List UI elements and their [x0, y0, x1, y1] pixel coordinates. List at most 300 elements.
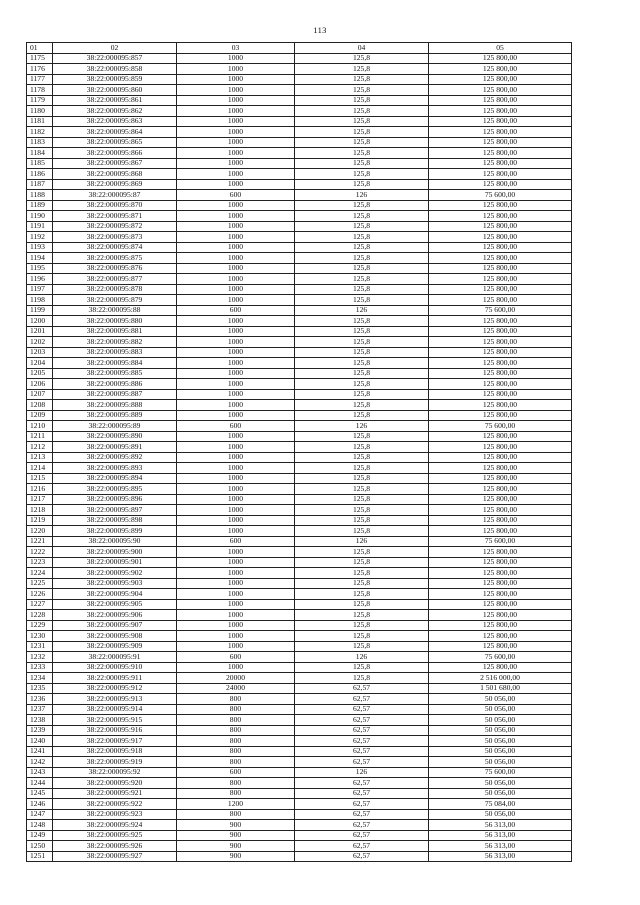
table-cell-col-04: 125,8: [295, 379, 429, 390]
table-cell-col-03: 1000: [177, 400, 295, 411]
table-cell-col-04: 126: [295, 190, 429, 201]
table-cell-col-02: 38:22:000095:858: [53, 64, 177, 75]
table-cell-col-05: 125 800,00: [429, 463, 572, 474]
table-cell-col-02: 38:22:000095:900: [53, 547, 177, 558]
table-cell-col-01: 1220: [27, 526, 53, 537]
table-cell-col-03: 800: [177, 757, 295, 768]
table-cell-col-01: 1217: [27, 494, 53, 505]
table-row: [27, 631, 572, 642]
table-row: [27, 557, 572, 568]
table-cell-col-01: 1249: [27, 830, 53, 841]
table-cell-col-04: 125,8: [295, 610, 429, 621]
table-cell-col-01: 1230: [27, 631, 53, 642]
table-cell-col-01: 1251: [27, 851, 53, 862]
table-cell-col-05: 50 056,00: [429, 788, 572, 799]
table-cell-col-03: 1000: [177, 347, 295, 358]
table-cell-col-02: 38:22:000095:924: [53, 820, 177, 831]
table-cell-col-02: 38:22:000095:899: [53, 526, 177, 537]
table-cell-col-03: 900: [177, 841, 295, 852]
table-row: [27, 599, 572, 610]
table-cell-col-01: 1238: [27, 715, 53, 726]
table-cell-col-04: 125,8: [295, 410, 429, 421]
table-cell-col-02: 38:22:000095:917: [53, 736, 177, 747]
table-cell-col-04: 125,8: [295, 431, 429, 442]
table-cell-col-03: 1000: [177, 337, 295, 348]
table-cell-col-02: 38:22:000095:891: [53, 442, 177, 453]
table-cell-col-03: 1000: [177, 295, 295, 306]
table-cell-col-02: 38:22:000095:894: [53, 473, 177, 484]
table-cell-col-03: 800: [177, 746, 295, 757]
table-cell-col-01: 1223: [27, 557, 53, 568]
table-cell-col-04: 125,8: [295, 127, 429, 138]
table-cell-col-04: 125,8: [295, 295, 429, 306]
table-cell-col-01: 1216: [27, 484, 53, 495]
table-cell-col-04: 62,57: [295, 799, 429, 810]
table-cell-col-01: 1212: [27, 442, 53, 453]
table-cell-col-04: 62,57: [295, 683, 429, 694]
table-cell-col-01: 1228: [27, 610, 53, 621]
table-cell-col-05: 75 600,00: [429, 536, 572, 547]
table-cell-col-04: 62,57: [295, 704, 429, 715]
table-row: [27, 116, 572, 127]
table-cell-col-01: 1211: [27, 431, 53, 442]
table-cell-col-04: 126: [295, 305, 429, 316]
table-cell-col-04: 125,8: [295, 662, 429, 673]
table-row: [27, 368, 572, 379]
table-cell-col-05: 125 800,00: [429, 347, 572, 358]
table-cell-col-05: 125 800,00: [429, 148, 572, 159]
table-row: [27, 610, 572, 621]
table-cell-col-05: 125 800,00: [429, 631, 572, 642]
table-row: [27, 431, 572, 442]
table-row: [27, 295, 572, 306]
table-cell-col-02: 38:22:000095:865: [53, 137, 177, 148]
table-cell-col-05: 125 800,00: [429, 158, 572, 169]
table-cell-col-05: 125 800,00: [429, 137, 572, 148]
table-row: [27, 505, 572, 516]
table-cell-col-02: 38:22:000095:860: [53, 85, 177, 96]
table-cell-col-03: 1000: [177, 274, 295, 285]
table-cell-col-04: 125,8: [295, 200, 429, 211]
table-row: [27, 736, 572, 747]
table-cell-col-03: 1000: [177, 232, 295, 243]
table-cell-col-03: 1000: [177, 484, 295, 495]
header-cell-02: 02: [53, 43, 177, 54]
table-cell-col-02: 38:22:000095:89: [53, 421, 177, 432]
header-cell-05: 05: [429, 43, 572, 54]
table-cell-col-01: 1194: [27, 253, 53, 264]
table-cell-col-02: 38:22:000095:864: [53, 127, 177, 138]
table-cell-col-04: 125,8: [295, 316, 429, 327]
table-cell-col-03: 1000: [177, 148, 295, 159]
table-row: [27, 64, 572, 75]
table-cell-col-03: 1000: [177, 442, 295, 453]
table-cell-col-04: 125,8: [295, 578, 429, 589]
table-cell-col-04: 62,57: [295, 778, 429, 789]
table-cell-col-03: 800: [177, 788, 295, 799]
table-cell-col-04: 125,8: [295, 64, 429, 75]
table-cell-col-02: 38:22:000095:870: [53, 200, 177, 211]
table-cell-col-01: 1213: [27, 452, 53, 463]
table-cell-col-03: 1000: [177, 158, 295, 169]
table-cell-col-01: 1237: [27, 704, 53, 715]
table-cell-col-02: 38:22:000095:889: [53, 410, 177, 421]
table-row: [27, 85, 572, 96]
table-cell-col-03: 1000: [177, 74, 295, 85]
table-cell-col-02: 38:22:000095:861: [53, 95, 177, 106]
table-cell-col-03: 1000: [177, 589, 295, 600]
table-cell-col-05: 125 800,00: [429, 242, 572, 253]
table-cell-col-02: 38:22:000095:871: [53, 211, 177, 222]
table-cell-col-05: 50 056,00: [429, 736, 572, 747]
table-row: [27, 484, 572, 495]
table-cell-col-05: 125 800,00: [429, 337, 572, 348]
table-cell-col-02: 38:22:000095:877: [53, 274, 177, 285]
table-cell-col-03: 1000: [177, 526, 295, 537]
table-cell-col-04: 125,8: [295, 53, 429, 64]
table-cell-col-02: 38:22:000095:87: [53, 190, 177, 201]
table-cell-col-02: 38:22:000095:857: [53, 53, 177, 64]
table-cell-col-04: 125,8: [295, 400, 429, 411]
table-cell-col-04: 62,57: [295, 694, 429, 705]
table-cell-col-03: 1000: [177, 200, 295, 211]
table-cell-col-01: 1198: [27, 295, 53, 306]
table-cell-col-03: 1000: [177, 662, 295, 673]
table-cell-col-02: 38:22:000095:907: [53, 620, 177, 631]
table-cell-col-02: 38:22:000095:884: [53, 358, 177, 369]
table-cell-col-03: 600: [177, 652, 295, 663]
table-cell-col-05: 125 800,00: [429, 316, 572, 327]
table-cell-col-01: 1225: [27, 578, 53, 589]
table-row: [27, 652, 572, 663]
table-cell-col-04: 126: [295, 536, 429, 547]
table-cell-col-01: 1209: [27, 410, 53, 421]
table-cell-col-01: 1236: [27, 694, 53, 705]
table-row: [27, 694, 572, 705]
table-cell-col-02: 38:22:000095:898: [53, 515, 177, 526]
table-cell-col-05: 125 800,00: [429, 589, 572, 600]
table-cell-col-02: 38:22:000095:918: [53, 746, 177, 757]
table-cell-col-02: 38:22:000095:903: [53, 578, 177, 589]
table-row: [27, 715, 572, 726]
table-row: [27, 841, 572, 852]
table-cell-col-04: 125,8: [295, 515, 429, 526]
table-cell-col-03: 1000: [177, 137, 295, 148]
table-cell-col-02: 38:22:000095:923: [53, 809, 177, 820]
table-cell-col-04: 125,8: [295, 673, 429, 684]
table-cell-col-03: 1000: [177, 568, 295, 579]
table-cell-col-03: 1000: [177, 242, 295, 253]
table-cell-col-05: 125 800,00: [429, 211, 572, 222]
table-cell-col-05: 125 800,00: [429, 53, 572, 64]
table-row: [27, 347, 572, 358]
table-cell-col-02: 38:22:000095:911: [53, 673, 177, 684]
table-cell-col-04: 62,57: [295, 736, 429, 747]
table-cell-col-04: 126: [295, 652, 429, 663]
table-cell-col-02: 38:22:000095:927: [53, 851, 177, 862]
table-cell-col-01: 1210: [27, 421, 53, 432]
table-cell-col-04: 125,8: [295, 473, 429, 484]
table-cell-col-01: 1192: [27, 232, 53, 243]
table-cell-col-02: 38:22:000095:925: [53, 830, 177, 841]
table-cell-col-05: 125 800,00: [429, 505, 572, 516]
table-cell-col-01: 1196: [27, 274, 53, 285]
table-cell-col-05: 75 600,00: [429, 652, 572, 663]
table-cell-col-04: 125,8: [295, 232, 429, 243]
table-cell-col-03: 1000: [177, 547, 295, 558]
table-cell-col-05: 125 800,00: [429, 284, 572, 295]
table-cell-col-04: 125,8: [295, 599, 429, 610]
table-cell-col-03: 1000: [177, 284, 295, 295]
table-cell-col-01: 1233: [27, 662, 53, 673]
table-row: [27, 767, 572, 778]
table-cell-col-01: 1189: [27, 200, 53, 211]
table-cell-col-02: 38:22:000095:867: [53, 158, 177, 169]
table-cell-col-01: 1176: [27, 64, 53, 75]
table-row: [27, 326, 572, 337]
table-cell-col-01: 1203: [27, 347, 53, 358]
table-cell-col-02: 38:22:000095:869: [53, 179, 177, 190]
table-cell-col-03: 1000: [177, 389, 295, 400]
table-row: [27, 274, 572, 285]
table-cell-col-01: 1181: [27, 116, 53, 127]
table-cell-col-04: 125,8: [295, 221, 429, 232]
table-cell-col-03: 1000: [177, 620, 295, 631]
table-cell-col-02: 38:22:000095:872: [53, 221, 177, 232]
table-cell-col-01: 1215: [27, 473, 53, 484]
table-cell-col-05: 125 800,00: [429, 85, 572, 96]
table-row: [27, 442, 572, 453]
table-cell-col-04: 62,57: [295, 851, 429, 862]
table-cell-col-04: 125,8: [295, 368, 429, 379]
table-row: [27, 305, 572, 316]
table-cell-col-03: 1000: [177, 463, 295, 474]
table-cell-col-03: 1000: [177, 85, 295, 96]
table-cell-col-02: 38:22:000095:863: [53, 116, 177, 127]
table-cell-col-03: 1000: [177, 169, 295, 180]
table-cell-col-02: 38:22:000095:895: [53, 484, 177, 495]
table-cell-col-04: 125,8: [295, 641, 429, 652]
table-cell-col-01: 1242: [27, 757, 53, 768]
table-cell-col-05: 125 800,00: [429, 578, 572, 589]
table-cell-col-02: 38:22:000095:876: [53, 263, 177, 274]
table-cell-col-03: 1000: [177, 316, 295, 327]
table-cell-col-05: 50 056,00: [429, 725, 572, 736]
table-cell-col-02: 38:22:000095:888: [53, 400, 177, 411]
table-cell-col-04: 62,57: [295, 809, 429, 820]
table-cell-col-03: 1000: [177, 64, 295, 75]
table-cell-col-02: 38:22:000095:886: [53, 379, 177, 390]
table-cell-col-03: 1000: [177, 53, 295, 64]
table-cell-col-02: 38:22:000095:868: [53, 169, 177, 180]
table-cell-col-05: 125 800,00: [429, 400, 572, 411]
table-cell-col-05: 50 056,00: [429, 778, 572, 789]
table-cell-col-01: 1201: [27, 326, 53, 337]
table-cell-col-04: 125,8: [295, 137, 429, 148]
table-cell-col-02: 38:22:000095:915: [53, 715, 177, 726]
table-cell-col-04: 125,8: [295, 74, 429, 85]
table-cell-col-05: 125 800,00: [429, 431, 572, 442]
table-cell-col-01: 1207: [27, 389, 53, 400]
table-cell-col-04: 125,8: [295, 158, 429, 169]
table-cell-col-02: 38:22:000095:859: [53, 74, 177, 85]
table-cell-col-05: 75 600,00: [429, 421, 572, 432]
table-cell-col-04: 62,57: [295, 788, 429, 799]
table-cell-col-04: 125,8: [295, 284, 429, 295]
table-cell-col-01: 1193: [27, 242, 53, 253]
table-cell-col-04: 62,57: [295, 725, 429, 736]
table-cell-col-05: 125 800,00: [429, 221, 572, 232]
table-cell-col-03: 900: [177, 830, 295, 841]
table-cell-col-02: 38:22:000095:879: [53, 295, 177, 306]
table-cell-col-05: 50 056,00: [429, 704, 572, 715]
table-cell-col-01: 1188: [27, 190, 53, 201]
table-cell-col-02: 38:22:000095:922: [53, 799, 177, 810]
table-row: [27, 106, 572, 117]
table-cell-col-01: 1240: [27, 736, 53, 747]
table-cell-col-02: 38:22:000095:893: [53, 463, 177, 474]
table-cell-col-01: 1250: [27, 841, 53, 852]
table-cell-col-02: 38:22:000095:875: [53, 253, 177, 264]
table-cell-col-01: 1243: [27, 767, 53, 778]
table-cell-col-01: 1195: [27, 263, 53, 274]
table-cell-col-04: 125,8: [295, 95, 429, 106]
table-row: [27, 463, 572, 474]
table-cell-col-05: 125 800,00: [429, 127, 572, 138]
table-cell-col-01: 1245: [27, 788, 53, 799]
table-cell-col-01: 1186: [27, 169, 53, 180]
table-row: [27, 851, 572, 862]
table-cell-col-02: 38:22:000095:890: [53, 431, 177, 442]
table-cell-col-02: 38:22:000095:906: [53, 610, 177, 621]
table-cell-col-03: 600: [177, 767, 295, 778]
table-cell-col-01: 1231: [27, 641, 53, 652]
table-row: [27, 316, 572, 327]
table-row: [27, 169, 572, 180]
table-row: [27, 578, 572, 589]
table-cell-col-01: 1182: [27, 127, 53, 138]
table-cell-col-04: 125,8: [295, 557, 429, 568]
table-cell-col-05: 125 800,00: [429, 326, 572, 337]
table-row: [27, 746, 572, 757]
table-cell-col-03: 1000: [177, 95, 295, 106]
table-cell-col-03: 1000: [177, 358, 295, 369]
table-cell-col-01: 1191: [27, 221, 53, 232]
table-cell-col-01: 1185: [27, 158, 53, 169]
table-cell-col-02: 38:22:000095:926: [53, 841, 177, 852]
table-cell-col-05: 125 800,00: [429, 526, 572, 537]
table-cell-col-05: 125 800,00: [429, 169, 572, 180]
table-cell-col-01: 1229: [27, 620, 53, 631]
table-cell-col-03: 800: [177, 704, 295, 715]
table-cell-col-04: 125,8: [295, 253, 429, 264]
table-cell-col-05: 125 800,00: [429, 599, 572, 610]
table-cell-col-01: 1235: [27, 683, 53, 694]
table-row: [27, 221, 572, 232]
table-cell-col-05: 50 056,00: [429, 715, 572, 726]
table-cell-col-03: 1000: [177, 263, 295, 274]
table-cell-col-05: 125 800,00: [429, 610, 572, 621]
table-cell-col-01: 1205: [27, 368, 53, 379]
table-cell-col-04: 125,8: [295, 568, 429, 579]
table-cell-col-05: 50 056,00: [429, 757, 572, 768]
table-cell-col-02: 38:22:000095:90: [53, 536, 177, 547]
table-cell-col-04: 125,8: [295, 106, 429, 117]
table-cell-col-01: 1247: [27, 809, 53, 820]
table-cell-col-05: 125 800,00: [429, 232, 572, 243]
table-cell-col-02: 38:22:000095:913: [53, 694, 177, 705]
table-cell-col-05: 56 313,00: [429, 820, 572, 831]
table-cell-col-05: 125 800,00: [429, 74, 572, 85]
table-cell-col-02: 38:22:000095:902: [53, 568, 177, 579]
table-cell-col-01: 1197: [27, 284, 53, 295]
table-cell-col-01: 1214: [27, 463, 53, 474]
table-cell-col-02: 38:22:000095:912: [53, 683, 177, 694]
table-cell-col-03: 600: [177, 305, 295, 316]
table-cell-col-05: 125 800,00: [429, 263, 572, 274]
table-cell-col-01: 1208: [27, 400, 53, 411]
table-cell-col-03: 1000: [177, 631, 295, 642]
table-cell-col-04: 125,8: [295, 631, 429, 642]
table-cell-col-03: 1000: [177, 106, 295, 117]
table-cell-col-04: 125,8: [295, 463, 429, 474]
table-cell-col-02: 38:22:000095:896: [53, 494, 177, 505]
table-cell-col-02: 38:22:000095:862: [53, 106, 177, 117]
table-cell-col-02: 38:22:000095:878: [53, 284, 177, 295]
table-row: [27, 400, 572, 411]
table-cell-col-01: 1221: [27, 536, 53, 547]
table-body: [27, 53, 572, 862]
header-cell-03: 03: [177, 43, 295, 54]
table-row: [27, 253, 572, 264]
header-cell-01: 01: [27, 43, 53, 54]
table-cell-col-03: 1000: [177, 599, 295, 610]
table-cell-col-01: 1180: [27, 106, 53, 117]
table-cell-col-05: 125 800,00: [429, 452, 572, 463]
table-cell-col-05: 125 800,00: [429, 106, 572, 117]
table-cell-col-04: 125,8: [295, 589, 429, 600]
table-cell-col-02: 38:22:000095:920: [53, 778, 177, 789]
table-cell-col-05: 125 800,00: [429, 547, 572, 558]
table-cell-col-03: 1000: [177, 368, 295, 379]
table-cell-col-04: 125,8: [295, 326, 429, 337]
table-cell-col-03: 800: [177, 736, 295, 747]
table-cell-col-05: 75 600,00: [429, 305, 572, 316]
table-row: [27, 809, 572, 820]
table-cell-col-03: 1000: [177, 410, 295, 421]
table-cell-col-01: 1248: [27, 820, 53, 831]
table-row: [27, 127, 572, 138]
table-cell-col-04: 126: [295, 421, 429, 432]
table-cell-col-03: 1000: [177, 211, 295, 222]
table-cell-col-03: 1000: [177, 452, 295, 463]
table-cell-col-05: 50 056,00: [429, 694, 572, 705]
table-row: [27, 515, 572, 526]
table-cell-col-04: 125,8: [295, 263, 429, 274]
table-cell-col-04: 125,8: [295, 389, 429, 400]
table-cell-col-02: 38:22:000095:905: [53, 599, 177, 610]
table-cell-col-04: 125,8: [295, 148, 429, 159]
table-cell-col-01: 1219: [27, 515, 53, 526]
table-row: [27, 137, 572, 148]
table-row: [27, 74, 572, 85]
table-cell-col-04: 125,8: [295, 505, 429, 516]
table-cell-col-02: 38:22:000095:887: [53, 389, 177, 400]
table-row: [27, 830, 572, 841]
table-cell-col-04: 125,8: [295, 85, 429, 96]
table-cell-col-03: 1000: [177, 505, 295, 516]
table-cell-col-02: 38:22:000095:880: [53, 316, 177, 327]
